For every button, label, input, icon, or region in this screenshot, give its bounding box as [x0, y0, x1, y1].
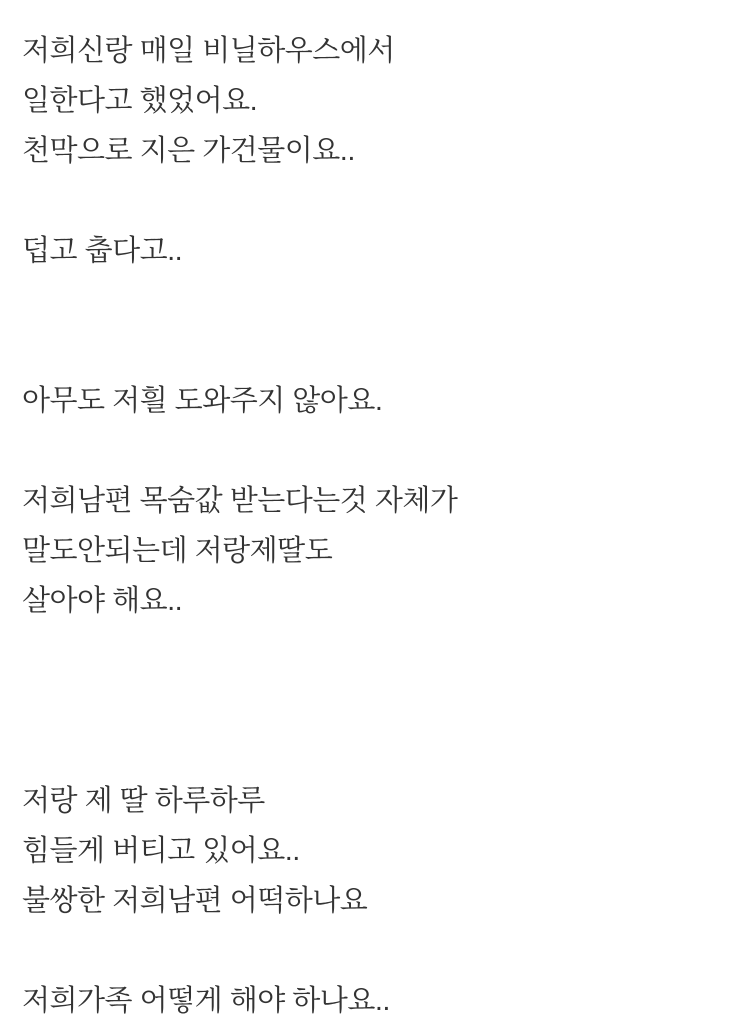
- blank-line-8: [22, 926, 726, 976]
- text-line-12: 저희가족 어떻게 해야 하나요..: [22, 985, 390, 1017]
- text-line-9: 저랑 제 딸 하루하루: [22, 785, 265, 817]
- text-line-6: 저희남편 목숨값 받는다는것 자체가: [22, 485, 458, 517]
- text-line-5: 아무도 저흴 도와주지 않아요.: [22, 385, 383, 417]
- blank-line-4: [22, 426, 726, 476]
- blank-line-2: [22, 276, 726, 326]
- text-line-7: 말도안되는데 저랑제딸도: [22, 535, 333, 567]
- blank-line-1: [22, 176, 726, 226]
- text-block: [22, 26, 726, 1026]
- text-line-2: 일한다고 했었어요.: [22, 85, 258, 117]
- text-line-10: 힘들게 버티고 있어요..: [22, 835, 300, 867]
- blank-line-6: [22, 676, 726, 726]
- blank-line-7: [22, 726, 726, 776]
- text-line-1: 저희신랑 매일 비닐하우스에서: [22, 35, 395, 67]
- blank-line-3: [22, 326, 726, 376]
- text-line-3: 천막으로 지은 가건물이요..: [22, 135, 355, 167]
- text-line-8: 살아야 해요..: [22, 585, 183, 617]
- text-line-4: 덥고 춥다고..: [22, 235, 183, 267]
- blank-line-5: [22, 626, 726, 676]
- text-line-11: 불쌍한 저희남편 어떡하나요: [22, 885, 368, 917]
